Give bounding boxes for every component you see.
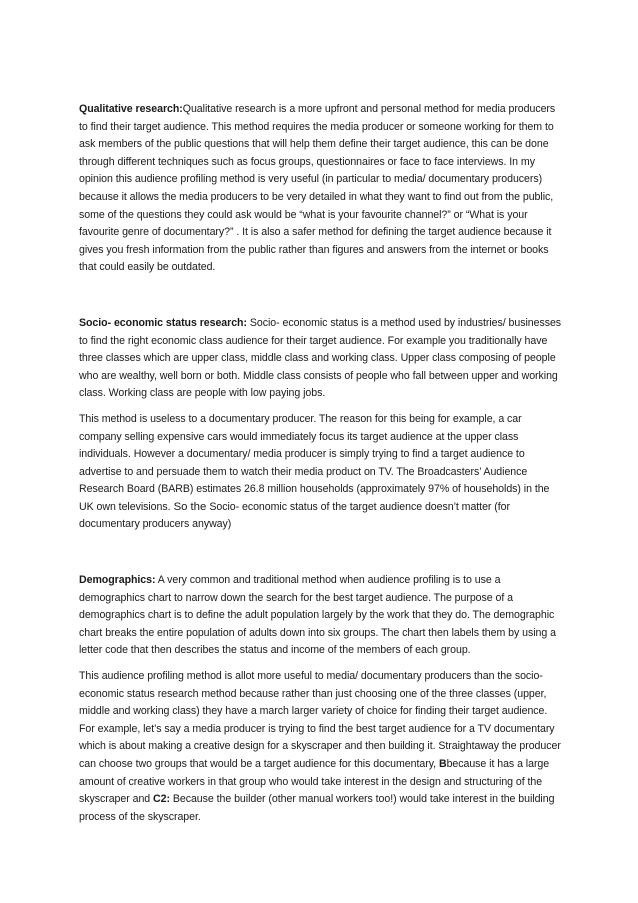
demographics-text-2-start: This audience profiling method is allot more useful to media/ documentary producers than the socio- economic status research method because rather than just choosing one of the three classes (upper, middle and working class) they have a march larger variety of choice for finding their target audience. For example, let’s say a media producer is trying to find the best target audience for a TV documentary which is about making a creative design for a skyscraper and then building it. Straightaway the producer can choose two groups that would be a target audience for this documentary,: [79, 670, 561, 770]
socio-text-1: Socio- economic status is a method used by industries/ businesses to find the right economic class audience for their target audience. For example you traditionally have three classes which are upper class, middle class and working class. Upper class composing of people who are wealthy, well born or both. Middle class consists of people who fall between upper and working class. Working class are people with low paying jobs.: [79, 316, 562, 400]
group-code-c2: C2:: [153, 793, 170, 806]
demographics-paragraph-2: [79, 668, 565, 826]
demographics-text-2-mid: because it has a large amount of creative workers in that group who would take interest in the design and structuring of the skyscraper and: [79, 758, 550, 806]
socio-economic-section: [79, 315, 565, 534]
demographics-paragraph-1: [79, 572, 565, 660]
socio-text-2-alt: So the: [170, 500, 210, 513]
socio-paragraph-1: [79, 315, 565, 403]
socio-text-2: This method is useless to a documentary producer. The reason for this being for example, a car company selling expensive cars would immediately focus its target audience at the upper class individuals. However a documentary/ media producer is simply trying to find a target audience to advertise to and persuade them to watch their media product on TV. The Broadcasters’ Audience Research Board (BARB) estimates 26.8 million households (approximately 97% of households) in the UK own televisions.: [79, 412, 550, 513]
qualitative-section: [79, 101, 565, 277]
qualitative-heading: Qualitative research:: [79, 103, 183, 115]
qualitative-text: Qualitative research is a more upfront and personal method for media producers to find their target audience. This method requires the media producer or someone working for them to ask members of the public questions that will help them define their target audience, this can be done through different techniques such as focus groups, questionnaires or face to face interviews. In my opinion this audience profiling method is very useful (in particular to media/ documentary producers) because it allows the media producers to be very detailed in what they want to find out from the public, some of the questions they could ask would be “what is your favourite channel?” or “What is your favourite genre of documentary?” . It is also a safer method for defining the target audience because it gives you fresh information from the public rather than figures and answers from the internet or books that could easily be outdated.: [79, 103, 556, 274]
demographics-text-1: A very common and traditional method when audience profiling is to use a demographics chart to narrow down the search for the best target audience. The purpose of a demographics chart is to define the adult population largely by the work that they do. The demographic chart breaks the entire population of adults down into six groups. The chart then labels them by using a letter code that then describes the status and income of the members of each group.: [79, 574, 556, 657]
demographics-section: [79, 572, 565, 826]
socio-paragraph-2: [79, 411, 565, 534]
demographics-heading: Demographics:: [79, 574, 156, 587]
demographics-text-2-end: Because the builder (other manual workers too!) would take interest in the building process of the skyscraper.: [79, 793, 555, 823]
qualitative-paragraph: [79, 101, 565, 277]
socio-heading: Socio- economic status research:: [79, 316, 247, 329]
socio-text-2-end: Socio- economic status of the target audience doesn’t matter (for documentary producers anyway): [79, 500, 510, 531]
group-code-b: B: [438, 758, 447, 770]
document-body: [79, 101, 565, 834]
